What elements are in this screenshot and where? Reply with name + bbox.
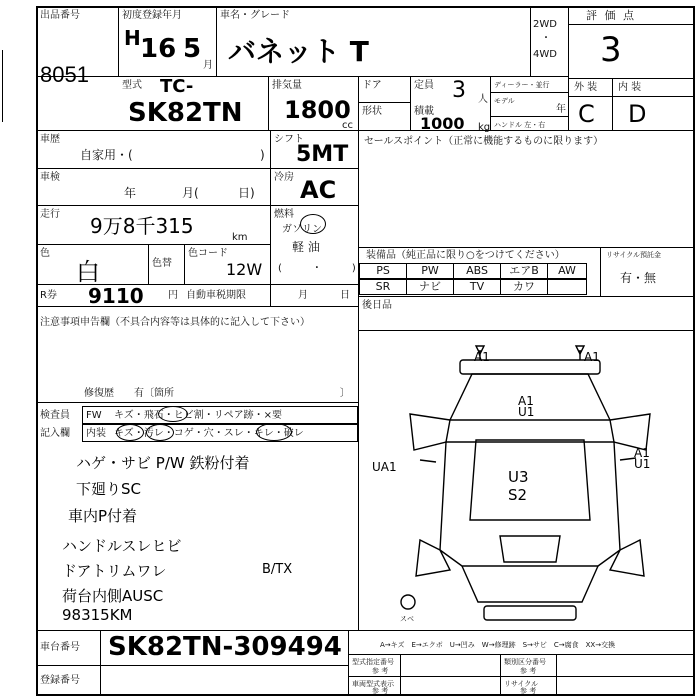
- remark-1: ハゲ・サビ P/W 鉄粉付着: [76, 454, 250, 472]
- chassis-number: SK82TN-309494: [108, 632, 342, 662]
- recycle-fee: 9110: [88, 284, 144, 308]
- yen-unit: 円: [168, 290, 178, 301]
- model-label: 型式: [122, 80, 142, 91]
- divider: [36, 244, 270, 245]
- name-label: 車名・グレード: [220, 10, 290, 21]
- bx-mark: B/TX: [262, 562, 293, 577]
- drive-4wd: 4WD: [533, 49, 557, 60]
- notes-label: 注意事項申告欄（不具合内容等は具体的に記入して下さい）: [40, 317, 310, 328]
- damage-legend: A→キズ E→エクボ U→凹み W→修理跡 S→サビ C→腐食 XX→交換: [380, 641, 616, 649]
- exp-month: 月: [298, 290, 308, 301]
- divider: [148, 244, 149, 284]
- usage-close: ): [260, 148, 265, 162]
- kg-unit: kg: [478, 122, 491, 133]
- divider: [100, 630, 101, 694]
- shape-label: 形状: [362, 106, 382, 117]
- lot-number: 8051: [40, 62, 89, 87]
- equipment-row-2: [360, 279, 587, 295]
- recycle-label: リサイクル預託金: [606, 251, 662, 259]
- equip-navi: ナビ: [406, 279, 454, 295]
- bottom-box-3: 車両型式表示: [352, 680, 394, 688]
- car-diagram: [380, 340, 680, 630]
- circle-mark: [146, 424, 174, 441]
- divider: [348, 676, 694, 677]
- equip-pw: PW: [406, 263, 454, 279]
- ac-value: AC: [300, 176, 337, 204]
- load-value: 1000: [420, 114, 465, 133]
- divider: [568, 96, 694, 97]
- divider: [268, 76, 269, 130]
- load-label: 積載: [414, 106, 434, 117]
- lot-label: 出品番号: [40, 10, 80, 21]
- frame-right: [693, 6, 695, 696]
- fuel-label: 燃料: [274, 209, 294, 220]
- reg-number-label: 登録番号: [40, 675, 80, 686]
- fuel-paren: ( ・ ): [278, 263, 356, 274]
- circle-mark: [256, 423, 292, 441]
- int-label: 内 装: [618, 82, 642, 93]
- inspection-day: 日): [238, 186, 255, 200]
- repair-close: 〕: [340, 388, 350, 399]
- equipment-row-1: [360, 263, 587, 279]
- score-value: 3: [600, 30, 622, 70]
- bottom-box-1: 型式指定番号: [352, 658, 394, 666]
- shift-label: シフト: [274, 134, 304, 145]
- divider: [36, 665, 348, 666]
- inspection-month: 月(: [182, 186, 199, 200]
- drive-2wd: 2WD: [533, 19, 557, 30]
- equip-sr: SR: [359, 279, 407, 295]
- divider: [36, 306, 358, 307]
- shaken-exp-label: 自動車税期限: [186, 290, 246, 301]
- usage-label: 車歴: [40, 134, 60, 145]
- mileage-value: 9万8千315: [90, 214, 194, 238]
- model-code: SK82TN: [128, 98, 243, 128]
- interior-label: 内装: [86, 428, 106, 439]
- fuel-circle-mark: [300, 214, 326, 234]
- divider: [568, 78, 694, 79]
- car-name: バネット T: [228, 35, 369, 68]
- color-value: 白: [76, 258, 100, 286]
- color-change-label: 色替: [152, 258, 172, 269]
- divider: [358, 330, 694, 331]
- mileage-label: 走行: [40, 209, 60, 220]
- reg-date-label: 初度登録年月: [122, 10, 182, 21]
- divider: [490, 116, 568, 117]
- equip-label: 装備品（純正品に限り○をつけてください）: [366, 250, 565, 261]
- color-code-label: 色コード: [188, 248, 228, 259]
- reg-month: 5: [183, 34, 202, 64]
- divider: [358, 247, 694, 248]
- frame-left: [36, 6, 38, 696]
- circle-mark: [116, 424, 144, 441]
- mark-front-right: A1: [584, 350, 600, 364]
- handle-label: ハンドル 左・右: [494, 121, 546, 129]
- equip-abs: ABS: [453, 263, 501, 279]
- divider: [36, 630, 694, 631]
- mark-roof: U3 S2: [508, 468, 529, 504]
- remark-4: ハンドルスレヒビ: [62, 537, 182, 555]
- mark-hood: A1 U1: [518, 394, 535, 419]
- divider: [36, 205, 358, 206]
- person-unit: 人: [478, 94, 488, 105]
- frame-bottom: [36, 694, 694, 696]
- fuel-diesel: 軽 油: [292, 240, 320, 254]
- divider: [36, 402, 358, 403]
- bottom-box-2: 類別区分番号: [504, 658, 546, 666]
- capacity-value: 3: [452, 78, 466, 103]
- divider: [556, 654, 557, 694]
- fw-label: FW: [86, 410, 102, 421]
- equip-aw: AW: [547, 263, 587, 279]
- score-label: 評 価 点: [586, 9, 636, 22]
- shift-value: 5MT: [296, 142, 349, 167]
- remark-3: 車内P付着: [68, 507, 138, 525]
- remark-7: 98315KM: [62, 606, 133, 624]
- remark-2: 下廻りSC: [76, 480, 141, 498]
- equip-tv: TV: [453, 279, 501, 295]
- left-edge-mark: [2, 50, 3, 122]
- bottom-box-4: リサイクル: [504, 680, 539, 688]
- ext-grade: C: [578, 100, 595, 128]
- sales-points-label: セールスポイント（正常に機能するものに限ります）: [364, 136, 604, 147]
- equip-leather: カワ: [500, 279, 548, 295]
- int-grade: D: [628, 100, 647, 128]
- divider: [358, 76, 359, 130]
- mark-side-left: UA1: [372, 460, 397, 474]
- equip-ps: PS: [359, 263, 407, 279]
- equip-airbag: エアB: [500, 263, 548, 279]
- chassis-label: 車台番号: [40, 642, 80, 653]
- frame-top: [36, 6, 694, 8]
- divider: [612, 78, 613, 130]
- repair-label: 修復歴 有〔箇所: [84, 388, 174, 399]
- remark-5: ドアトリムワレ: [62, 562, 167, 580]
- divider: [36, 76, 568, 77]
- divider: [530, 6, 531, 76]
- divider: [216, 6, 217, 76]
- divider: [348, 630, 349, 694]
- mark-bottom: スベ: [400, 615, 414, 623]
- divider: [36, 130, 694, 131]
- history-label: 後日品: [362, 300, 392, 311]
- cc-unit: cc: [342, 120, 353, 131]
- recycle-value: 有・無: [620, 271, 657, 285]
- divider: [358, 306, 359, 630]
- model-prefix: TC-: [160, 76, 194, 97]
- usage-value: 自家用・(: [80, 148, 133, 162]
- divider: [36, 284, 358, 285]
- disp-label: 排気量: [272, 80, 302, 91]
- capacity-label: 定員: [414, 80, 434, 91]
- bottom-ref-1: 参 考: [372, 667, 389, 675]
- bottom-ref-2: 参 考: [520, 667, 537, 675]
- inspector-label: 検査員: [40, 410, 70, 421]
- km-unit: km: [232, 232, 248, 243]
- divider: [400, 654, 401, 694]
- month-unit: 月: [203, 60, 213, 71]
- fw-items: キズ・飛石・ヒビ割・リペア跡・×要: [114, 410, 282, 421]
- divider: [270, 130, 271, 306]
- color-code: 12W: [226, 260, 263, 279]
- displacement: 1800: [284, 96, 351, 124]
- mark-side-right: A1 U1: [634, 446, 651, 471]
- exp-day: 日: [340, 290, 350, 301]
- divider: [490, 92, 568, 93]
- divider: [358, 102, 410, 103]
- divider: [600, 247, 601, 297]
- year-unit: 年: [556, 104, 566, 115]
- dealer-label: ディーラー・並行: [494, 81, 550, 89]
- door-label: ドア: [362, 80, 382, 91]
- color-label: 色: [40, 248, 50, 259]
- interior-items: キズ・汚レ・コゲ・穴・スレ・キレ・破レ: [114, 428, 304, 439]
- divider: [410, 76, 411, 130]
- remark-6: 荷台内側AUSC: [62, 587, 164, 605]
- bottom-ref-3: 参 考: [372, 687, 389, 695]
- ext-label: 外 装: [574, 82, 598, 93]
- divider: [500, 654, 501, 694]
- divider: [358, 296, 694, 297]
- reg-year: 16: [140, 34, 177, 64]
- divider: [568, 24, 694, 25]
- divider: [118, 6, 119, 76]
- ac-label: 冷房: [274, 172, 294, 183]
- reg-era: H: [124, 26, 141, 50]
- divider: [490, 76, 491, 130]
- model-year-label: モデル: [494, 97, 515, 105]
- circle-mark: [158, 406, 188, 422]
- entry-label: 記入欄: [40, 428, 70, 439]
- mark-front-left: A1: [474, 350, 490, 364]
- recycle-fee-label: R券: [40, 290, 57, 301]
- equip-blank: [547, 279, 587, 295]
- inspection-year: 年: [124, 186, 137, 200]
- divider: [36, 168, 358, 169]
- drive-dot: ・: [541, 33, 551, 44]
- bottom-ref-4: 参 考: [520, 687, 537, 695]
- divider: [184, 244, 185, 284]
- inspection-label: 車検: [40, 172, 60, 183]
- fuel-gasoline: ガソリン: [282, 224, 322, 235]
